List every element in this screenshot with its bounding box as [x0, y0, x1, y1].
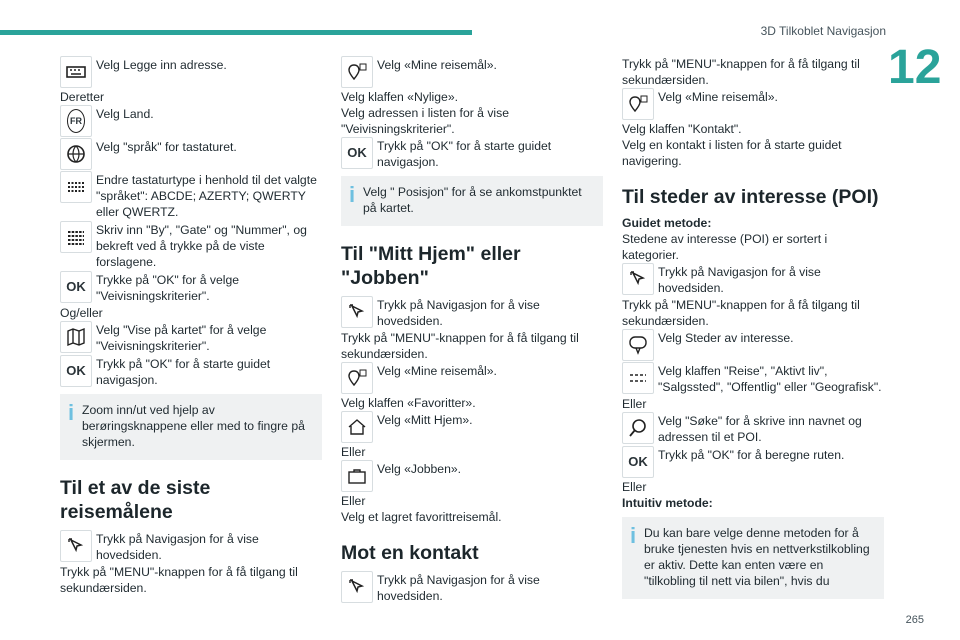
poi-icon	[622, 329, 654, 361]
step-text: Trykk på Navigasjon for å vise hovedsiden.	[658, 265, 821, 295]
step-text: Trykk på Navigasjon for å vise hovedsiden.	[377, 573, 540, 603]
step-text: Trykk på "OK" for å beregne ruten.	[658, 448, 845, 462]
text-line: Stedene av interesse (POI) er sortert i kategorier.	[622, 232, 828, 262]
briefcase-icon	[341, 460, 373, 492]
text-line: Trykk på "MENU"-knappen for å få tilgang til sekundærsiden.	[60, 565, 298, 595]
section-heading: Til "Mitt Hjem" eller "Jobben"	[341, 243, 521, 289]
step-keyboard-type	[60, 171, 322, 220]
step-text: Velg «Mine reisemål».	[658, 90, 778, 104]
step-text: Velg Steder av interesse.	[658, 331, 794, 345]
step-text: Velg "språk" for tastaturet.	[96, 140, 237, 154]
keyboard-icon	[60, 56, 92, 88]
text-line: Trykk på "MENU"-knappen for å få tilgang til sekundærsiden.	[622, 298, 860, 328]
step-text: Skriv inn "By", "Gate" og "Nummer", og bekreft ved å trykke på de viste forslagene.	[96, 223, 307, 269]
page-number: 265	[905, 614, 924, 626]
section-heading: Til steder av interesse (POI)	[622, 186, 879, 208]
step-ok-criteria	[60, 271, 322, 304]
ok-button-icon: OK	[622, 446, 654, 478]
step-search	[622, 412, 884, 445]
search-icon	[622, 412, 654, 444]
step-my-destinations	[622, 88, 884, 120]
step-text: Velg «Mitt Hjem».	[377, 413, 473, 427]
subheading: Guidet metode:	[622, 216, 712, 230]
step-enter-address	[60, 56, 322, 88]
step-text: Trykk på Navigasjon for å vise hovedsiden.	[377, 298, 540, 328]
step-text: Velg «Mine reisemål».	[377, 58, 497, 72]
ok-button-icon: OK	[60, 355, 92, 387]
step-navigation	[341, 296, 603, 329]
step-ok-start	[341, 137, 603, 170]
text-line: Velg et lagret favorittreisemål.	[341, 510, 502, 524]
navigation-icon	[60, 530, 92, 562]
section-heading: Til et av de siste reisemålene	[60, 477, 211, 523]
info-icon: i	[349, 182, 356, 207]
step-my-destinations	[341, 56, 603, 88]
language-icon	[60, 138, 92, 170]
navigation-icon	[341, 296, 373, 328]
info-icon: i	[68, 400, 75, 425]
step-text: Trykk på Navigasjon for å vise hovedsiden.	[96, 532, 259, 562]
step-ok-start	[60, 355, 322, 388]
step-text: Velg Legge inn adresse.	[96, 58, 227, 72]
section-heading: Mot en kontakt	[341, 542, 479, 564]
text-line: Velg en kontakt i listen for å starte guidet navigering.	[622, 138, 842, 168]
step-text: Endre tastaturtype i henhold til det valgte "språket": ABCDE; AZERTY; QWERTY eller QWERTZ.	[96, 173, 317, 219]
text-line: Eller	[341, 494, 366, 508]
info-text: Zoom inn/ut ved hjelp av berøringsknappene eller med to fingre på skjermen.	[82, 403, 305, 449]
step-text: Trykke på "OK" for å velge "Veivisningskriterier".	[96, 273, 239, 303]
step-text: Trykk på "OK" for å starte guidet navigasjon.	[377, 139, 552, 169]
map-icon	[60, 321, 92, 353]
step-ok-route	[622, 446, 884, 478]
text-line: Velg klaffen "Kontakt".	[622, 122, 742, 136]
ok-button-icon: OK	[341, 137, 373, 169]
keyboard-layout-icon	[60, 171, 92, 203]
step-work	[341, 460, 603, 492]
tabs-icon	[622, 362, 654, 394]
step-country	[60, 105, 322, 137]
step-language	[60, 138, 322, 170]
chapter-number: 12	[888, 41, 942, 94]
step-navigation	[341, 571, 603, 604]
destination-pin-icon	[341, 56, 373, 88]
step-navigation	[622, 263, 884, 296]
keypad-icon	[60, 221, 92, 253]
text-line: Og/eller	[60, 306, 103, 320]
info-icon: i	[630, 523, 637, 548]
text-line: Trykk på "MENU"-knappen for å få tilgang til sekundærsiden.	[341, 331, 579, 361]
text-line: Velg adressen i listen for å vise "Veivisningskriterier".	[341, 106, 510, 136]
text-line: Trykk på "MENU"-knappen for å få tilgang til sekundærsiden.	[622, 57, 860, 87]
step-text: Velg "Vise på kartet" for å velge "Veivisningskriterier".	[96, 323, 267, 353]
step-text: Velg «Jobben».	[377, 462, 462, 476]
step-my-destinations	[341, 362, 603, 394]
step-navigation	[60, 530, 322, 563]
column-2	[341, 56, 603, 605]
step-text: Velg "Søke" for å skrive inn navnet og adressen til et POI.	[658, 414, 862, 444]
step-home	[341, 411, 603, 443]
step-text: Velg klaffen "Reise", "Aktivt liv", "Salgssted", "Offentlig" eller "Geografisk".	[658, 364, 882, 394]
column-3	[622, 56, 884, 607]
step-show-map	[60, 321, 322, 354]
country-code-icon: FR	[60, 105, 92, 137]
info-box	[341, 176, 603, 226]
step-text: Velg Land.	[96, 107, 154, 121]
info-box	[622, 517, 884, 599]
info-text: Du kan bare velge denne metoden for å bruke tjenesten hvis en nettverkstilkobling er aktiv. Dette kan enten være en "tilkobling til nett via bilen", hvis du	[644, 526, 870, 588]
navigation-icon	[622, 263, 654, 295]
text-line: Eller	[341, 445, 366, 459]
info-box	[60, 394, 322, 460]
info-text: Velg " Posisjon" for å se ankomstpunktet på kartet.	[363, 185, 582, 215]
text-line: Eller	[622, 397, 647, 411]
destination-pin-icon	[622, 88, 654, 120]
ok-button-icon: OK	[60, 271, 92, 303]
navigation-icon	[341, 571, 373, 603]
header-accent-bar	[0, 30, 472, 35]
step-text: Trykk på "OK" for å starte guidet navigasjon.	[96, 357, 271, 387]
step-poi-tabs	[622, 362, 884, 395]
step-poi	[622, 329, 884, 361]
text-line: Deretter	[60, 90, 105, 104]
text-line: Velg klaffen «Nylige».	[341, 90, 458, 104]
subheading: Intuitiv metode:	[622, 496, 713, 510]
text-line: Eller	[622, 480, 647, 494]
home-icon	[341, 411, 373, 443]
column-1	[60, 56, 322, 596]
destination-pin-icon	[341, 362, 373, 394]
step-text: Velg «Mine reisemål».	[377, 364, 497, 378]
step-city-street	[60, 221, 322, 270]
text-line: Velg klaffen «Favoritter».	[341, 396, 476, 410]
section-title: 3D Tilkoblet Navigasjon	[760, 24, 886, 38]
